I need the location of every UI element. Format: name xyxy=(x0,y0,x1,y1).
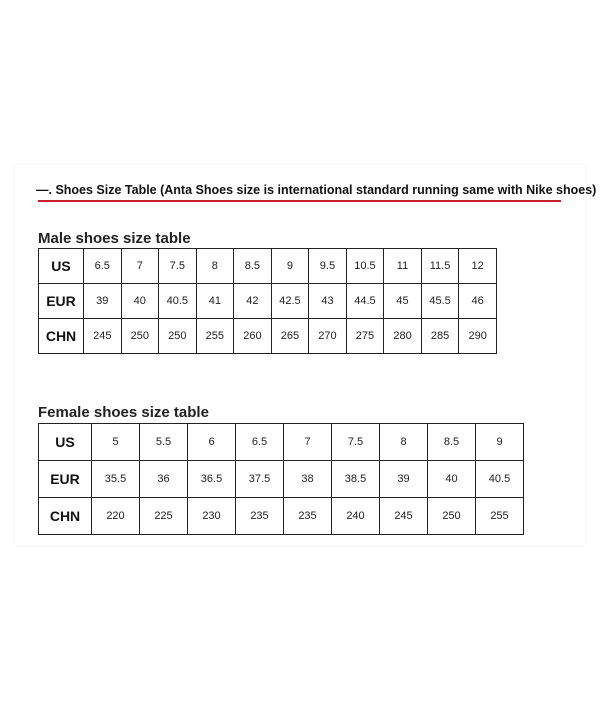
male-size-table xyxy=(38,248,497,354)
table-cell: 285 xyxy=(421,319,459,354)
table-cell: 250 xyxy=(121,319,159,354)
table-cell: 45 xyxy=(384,284,422,319)
table-cell: 7 xyxy=(121,249,159,284)
table-cell: 270 xyxy=(309,319,347,354)
table-cell: 7 xyxy=(284,424,332,461)
table-cell: 250 xyxy=(428,498,476,535)
male-table-caption: Male shoes size table xyxy=(38,230,191,247)
table-cell: 41 xyxy=(196,284,234,319)
table-cell: 8 xyxy=(196,249,234,284)
table-cell: 44.5 xyxy=(346,284,384,319)
table-cell: 46 xyxy=(459,284,497,319)
table-cell: 9.5 xyxy=(309,249,347,284)
table-row xyxy=(39,498,524,535)
table-cell: 275 xyxy=(346,319,384,354)
table-cell: 290 xyxy=(459,319,497,354)
table-cell: 9 xyxy=(476,424,524,461)
table-cell: 7.5 xyxy=(159,249,197,284)
table-row xyxy=(39,319,497,354)
table-cell: 38 xyxy=(284,461,332,498)
table-cell: 255 xyxy=(476,498,524,535)
heading-underline xyxy=(38,200,561,202)
row-label: CHN xyxy=(39,319,84,354)
female-size-table xyxy=(38,423,524,535)
table-cell: 255 xyxy=(196,319,234,354)
table-cell: 39 xyxy=(84,284,122,319)
table-cell: 9 xyxy=(271,249,309,284)
table-row xyxy=(39,424,524,461)
table-cell: 40.5 xyxy=(159,284,197,319)
table-cell: 240 xyxy=(332,498,380,535)
table-row xyxy=(39,461,524,498)
table-cell: 6.5 xyxy=(236,424,284,461)
table-cell: 42.5 xyxy=(271,284,309,319)
row-label: EUR xyxy=(39,284,84,319)
table-cell: 260 xyxy=(234,319,272,354)
table-cell: 40 xyxy=(121,284,159,319)
table-cell: 38.5 xyxy=(332,461,380,498)
table-cell: 7.5 xyxy=(332,424,380,461)
table-cell: 6.5 xyxy=(84,249,122,284)
table-cell: 250 xyxy=(159,319,197,354)
table-cell: 225 xyxy=(140,498,188,535)
table-cell: 235 xyxy=(284,498,332,535)
table-cell: 235 xyxy=(236,498,284,535)
table-cell: 36 xyxy=(140,461,188,498)
table-cell: 245 xyxy=(380,498,428,535)
table-cell: 37.5 xyxy=(236,461,284,498)
table-cell: 42 xyxy=(234,284,272,319)
table-cell: 265 xyxy=(271,319,309,354)
female-table-caption: Female shoes size table xyxy=(38,404,209,421)
row-label: US xyxy=(39,424,92,461)
table-row xyxy=(39,284,497,319)
row-label: EUR xyxy=(39,461,92,498)
page-heading: —. Shoes Size Table (Anta Shoes size is international standard running same with Nike shoes) xyxy=(36,183,597,197)
table-cell: 280 xyxy=(384,319,422,354)
table-cell: 8.5 xyxy=(234,249,272,284)
table-cell: 35.5 xyxy=(92,461,140,498)
table-cell: 6 xyxy=(188,424,236,461)
table-cell: 36.5 xyxy=(188,461,236,498)
table-cell: 45.5 xyxy=(421,284,459,319)
table-cell: 12 xyxy=(459,249,497,284)
table-cell: 230 xyxy=(188,498,236,535)
table-cell: 40.5 xyxy=(476,461,524,498)
table-cell: 5.5 xyxy=(140,424,188,461)
table-cell: 220 xyxy=(92,498,140,535)
table-cell: 245 xyxy=(84,319,122,354)
table-row xyxy=(39,249,497,284)
row-label: US xyxy=(39,249,84,284)
table-cell: 8 xyxy=(380,424,428,461)
table-cell: 11.5 xyxy=(421,249,459,284)
table-cell: 40 xyxy=(428,461,476,498)
table-cell: 5 xyxy=(92,424,140,461)
table-cell: 10.5 xyxy=(346,249,384,284)
row-label: CHN xyxy=(39,498,92,535)
table-cell: 11 xyxy=(384,249,422,284)
table-cell: 43 xyxy=(309,284,347,319)
table-cell: 39 xyxy=(380,461,428,498)
table-cell: 8.5 xyxy=(428,424,476,461)
